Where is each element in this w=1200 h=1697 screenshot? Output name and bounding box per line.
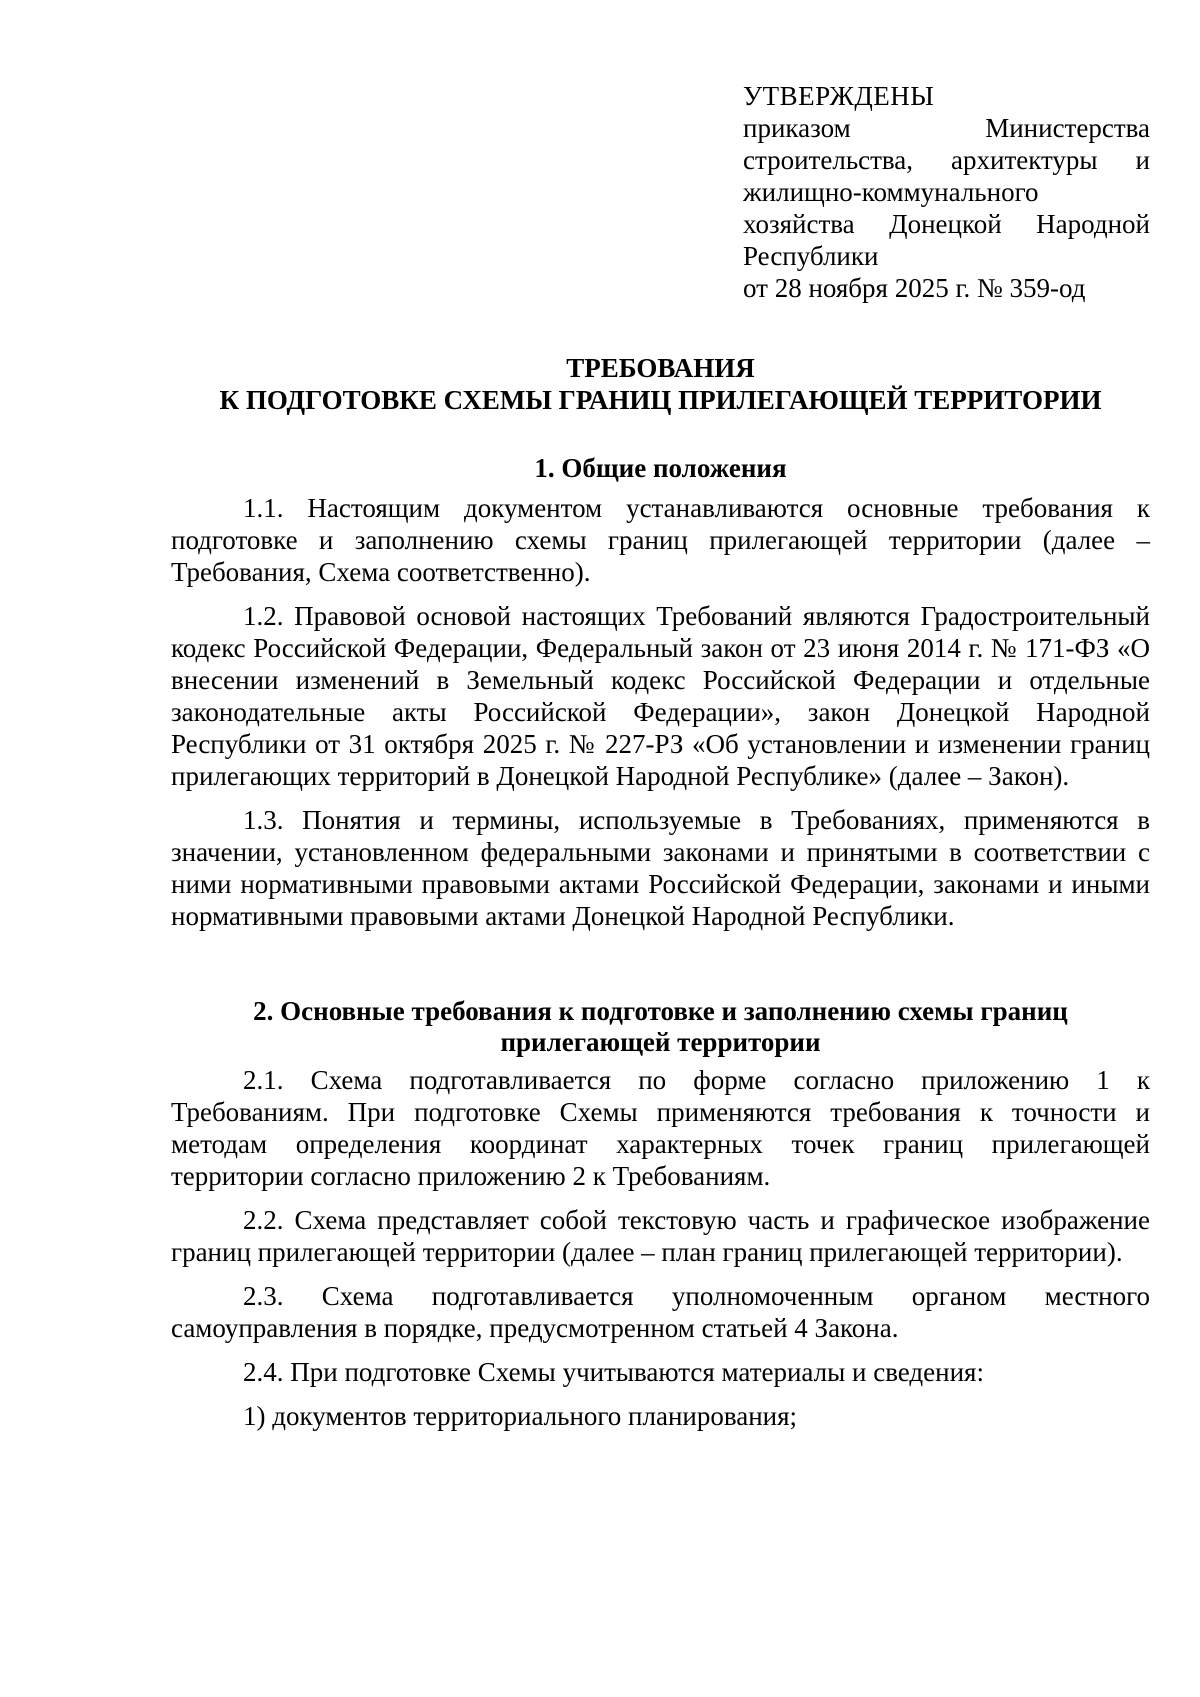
document-title xyxy=(171,352,1150,416)
approval-body: приказом Министерства строительства, архитектуры и жилищно-коммунального хозяйства Донецкой Народной Республики xyxy=(743,113,1150,271)
paragraph-1-3: 1.3. Понятия и термины, используемые в Требованиях, применяются в значении, установленном федеральными законами и принятыми в соответствии с ними нормативными правовыми актами Российской Федерации, законами и иными нормативными правовыми актами Донецкой Народной Республики. xyxy=(171,805,1150,931)
paragraph-1-1: 1.1. Настоящим документом устанавливаются основные требования к подготовке и заполнению схемы границ прилегающей территории (далее – Требования, Схема соответственно). xyxy=(171,493,1150,587)
paragraph-2-4: 2.4. При подготовке Схемы учитываются материалы и сведения: xyxy=(243,1357,984,1387)
section-1-heading: 1. Общие положения xyxy=(534,453,787,483)
paragraph-2-3: 2.3. Схема подготавливается уполномоченным органом местного самоуправления в порядке, предусмотренном статьей 4 Закона. xyxy=(171,1281,1150,1343)
paragraph-1-2: 1.2. Правовой основой настоящих Требований являются Градостроительный кодекс Российской Федерации, Федеральный закон от 23 июня 2014 г. № 171-ФЗ «О внесении изменений в Земельный кодекс Российской Федерации и отдельные законодательные акты Российской Федерации», закон Донецкой Народной Республики от 31 октября 2025 г. № 227-РЗ «Об установлении и изменении границ прилегающих территорий в Донецкой Народной Республике» (далее – Закон). xyxy=(171,601,1150,791)
document-title-line1: ТРЕБОВАНИЯ xyxy=(566,353,755,383)
list-item-1: 1) документов территориального планирования; xyxy=(243,1401,798,1431)
approval-date: от 28 ноября 2025 г. № 359-од xyxy=(743,273,1086,303)
document-title-line2: К ПОДГОТОВКЕ СХЕМЫ ГРАНИЦ ПРИЛЕГАЮЩЕЙ ТЕРРИТОРИИ xyxy=(219,385,1102,415)
approval-title: УТВЕРЖДЕНЫ xyxy=(743,81,935,111)
approval-stamp xyxy=(743,80,1150,304)
section-2-heading: 2. Основные требования к подготовке и заполнению схемы границ прилегающей территории xyxy=(253,996,1068,1057)
paragraph-2-1: 2.1. Схема подготавливается по форме согласно приложению 1 к Требованиям. При подготовке Схемы применяются требования к точности и методам определения координат характерных точек границ прилегающей территории согласно приложению 2 к Требованиям. xyxy=(171,1065,1150,1191)
paragraph-2-2: 2.2. Схема представляет собой текстовую часть и графическое изображение границ прилегающей территории (далее – план границ прилегающей территории). xyxy=(171,1205,1150,1267)
